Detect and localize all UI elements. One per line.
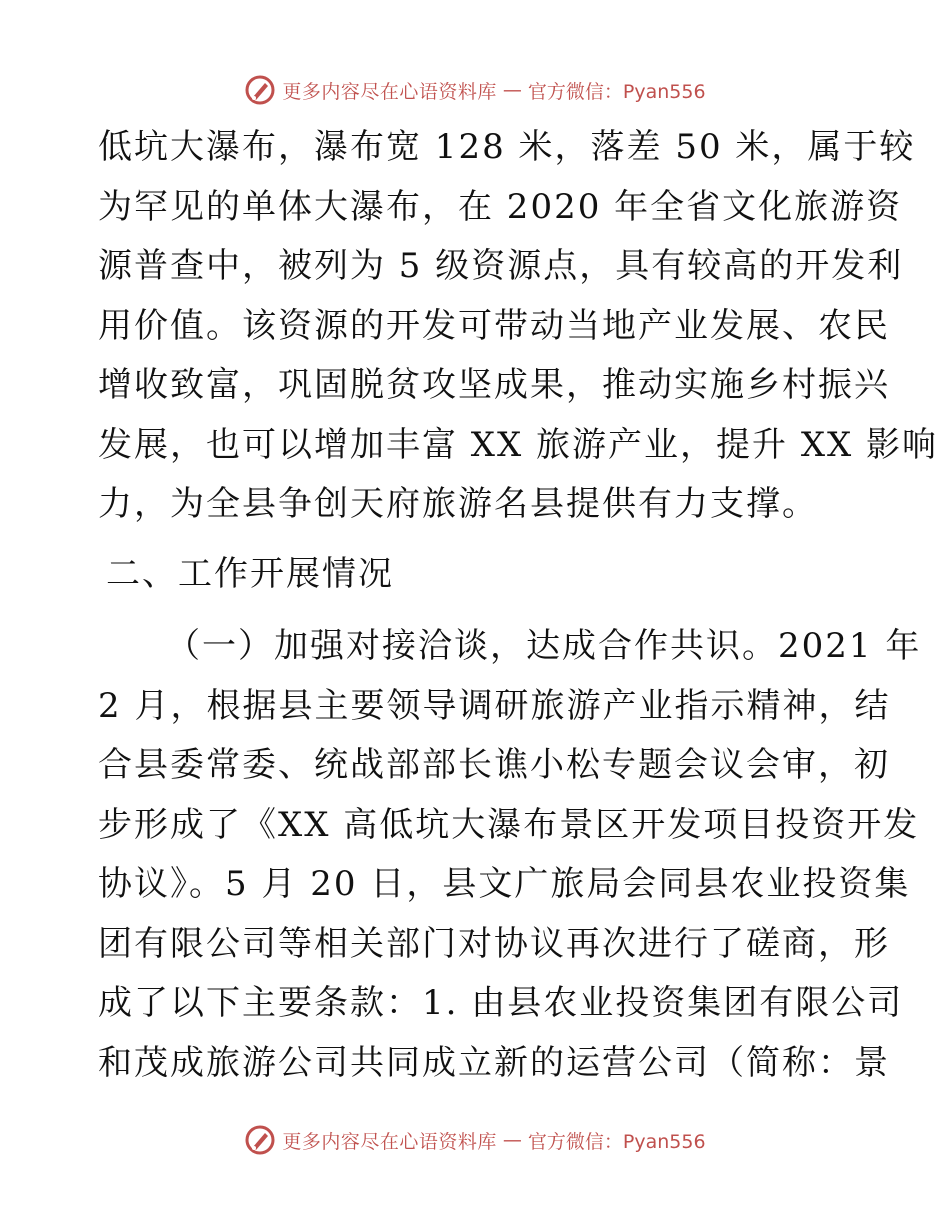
watermark-contact: 官方微信：Pyan556 xyxy=(527,1130,706,1153)
paragraph-1-line: 低坑大瀑布，瀑布宽 128 米，落差 50 米，属于较 xyxy=(98,127,916,167)
watermark-text: 更多内容尽在心语资料库 xyxy=(282,1130,497,1153)
paragraph-2-line: 合县委常委、统战部部长谯小松专题会议会审，初 xyxy=(98,745,890,785)
footer-watermark xyxy=(0,1122,950,1158)
paragraph-2-line: 和茂成旅游公司共同成立新的运营公司（简称：景 xyxy=(98,1042,890,1083)
pen-circle-logo-icon xyxy=(244,74,276,106)
paragraph-1 xyxy=(98,118,939,535)
paragraph-2-line: 成了以下主要条款：1. 由县农业投资集团有限公司 xyxy=(98,983,904,1023)
paragraph-2-line: 步形成了《XX 高低坑大瀑布景区开发项目投资开发 xyxy=(98,804,920,845)
watermark-dash: — xyxy=(502,79,522,101)
paragraph-2-line: 协议》。5 月 20 日，县文广旅局会同县农业投资集 xyxy=(98,864,911,904)
pen-circle-logo-icon xyxy=(244,1124,276,1156)
header-watermark xyxy=(0,72,950,108)
paragraph-2 xyxy=(98,617,922,1093)
paragraph-1-line: 为罕见的单体大瀑布，在 2020 年全省文化旅游资 xyxy=(98,186,903,227)
paragraph-2-line: 2 月，根据县主要领导调研旅游产业指示精神，结 xyxy=(98,685,891,726)
watermark-contact: 官方微信：Pyan556 xyxy=(527,80,706,103)
watermark-dash: — xyxy=(502,1129,522,1151)
paragraph-2-line: 团有限公司等相关部门对协议再次进行了磋商，形 xyxy=(98,923,890,964)
paragraph-1-line: 力，为全县争创天府旅游名县提供有力支撑。 xyxy=(98,484,818,524)
paragraph-1-line: 增收致富，巩固脱贫攻坚成果，推动实施乡村振兴 xyxy=(98,365,890,405)
watermark-text: 更多内容尽在心语资料库 xyxy=(282,80,497,103)
paragraph-1-line: 用价值。该资源的开发可带动当地产业发展、农民 xyxy=(98,305,890,346)
paragraph-1-line: 发展，也可以增加丰富 XX 旅游产业，提升 XX 影响 xyxy=(98,424,939,465)
section-heading: 二、工作开展情况 xyxy=(106,554,394,594)
paragraph-2-line: （一）加强对接洽谈，达成合作共识。2021 年 xyxy=(166,626,922,666)
paragraph-1-line: 源普查中，被列为 5 级资源点，具有较高的开发利 xyxy=(98,246,904,286)
